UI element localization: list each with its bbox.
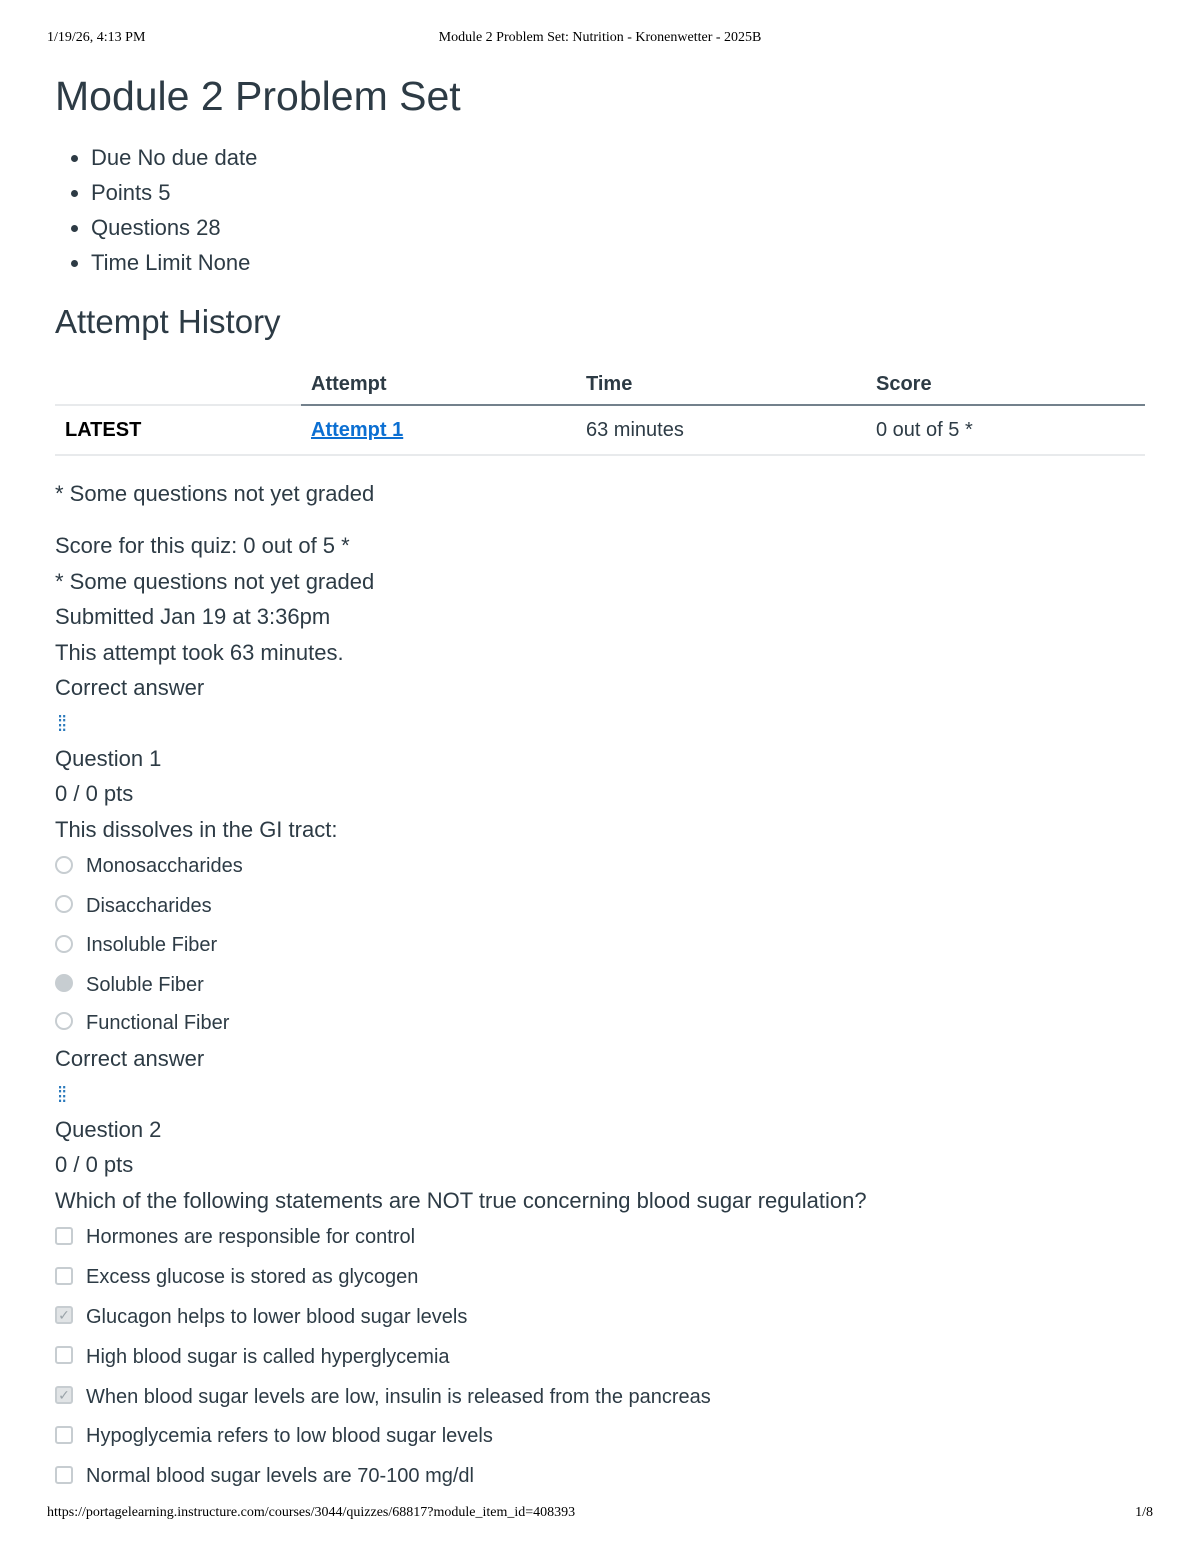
option-label: When blood sugar levels are low, insulin is released from the pancreas xyxy=(86,1385,711,1408)
option-label: Disaccharides xyxy=(86,894,212,917)
grading-footnote: * Some questions not yet graded xyxy=(55,481,375,506)
answer-option xyxy=(55,926,1145,966)
meta-questions: • Questions 28 xyxy=(91,210,1145,245)
option-label: Insoluble Fiber xyxy=(86,934,218,957)
checkmark-icon: ✓ xyxy=(58,1387,70,1404)
radio-button[interactable] xyxy=(55,1012,73,1030)
option-label: High blood sugar is called hyperglycemia xyxy=(86,1345,450,1368)
option-label: Monosaccharides xyxy=(86,855,243,878)
column-header-time: Time xyxy=(576,364,866,405)
answer-option xyxy=(55,1258,1145,1298)
submitted-at: Submitted Jan 19 at 3:36pm xyxy=(55,604,331,629)
question-points: 0 / 0 pts xyxy=(55,781,134,806)
print-datetime: 1/19/26, 4:13 PM xyxy=(47,30,146,45)
checkbox-checked[interactable] xyxy=(55,1306,73,1324)
answer-options xyxy=(55,1218,1145,1497)
print-page-title: Module 2 Problem Set: Nutrition - Kronenwetter - 2025B xyxy=(438,30,762,45)
meta-points: • Points 5 xyxy=(91,175,1145,210)
radio-button-selected[interactable] xyxy=(55,974,73,992)
radio-button[interactable] xyxy=(55,856,73,874)
question-title: Question 1 xyxy=(55,745,162,771)
quiz-score: Score for this quiz: 0 out of 5 * xyxy=(55,533,350,558)
checkmark-icon: ✓ xyxy=(58,1307,70,1324)
quiz-title: Module 2 Problem Set xyxy=(55,73,461,119)
answer-option xyxy=(55,1298,1145,1338)
attempt-history-heading: Attempt History xyxy=(55,303,281,340)
question-2 xyxy=(55,1041,1145,1497)
print-url: https://portagelearning.instructure.com/courses/3044/quizzes/68817?module_item_id=408393 xyxy=(47,1505,576,1520)
quiz-content xyxy=(55,70,1145,1497)
question-prompt: This dissolves in the GI tract: xyxy=(55,816,338,842)
table-header-row xyxy=(55,364,1145,405)
column-header-score: Score xyxy=(866,364,1145,405)
question-prompt: Which of the following statements are NOT true concerning blood sugar regulation? xyxy=(55,1187,867,1213)
option-label: Functional Fiber xyxy=(86,1011,230,1034)
option-label: Soluble Fiber xyxy=(86,973,204,996)
answer-option xyxy=(55,1377,1145,1417)
answer-options xyxy=(55,847,1145,1041)
checkbox[interactable] xyxy=(55,1426,73,1444)
meta-time-limit: • Time Limit None xyxy=(91,245,1145,280)
answer-option xyxy=(55,1337,1145,1377)
radio-button[interactable] xyxy=(55,935,73,953)
checkbox[interactable] xyxy=(55,1346,73,1364)
answer-option xyxy=(55,1417,1145,1457)
attempt-link[interactable]: Attempt 1 xyxy=(311,419,404,441)
option-label: Normal blood sugar levels are 70-100 mg/dl xyxy=(86,1465,474,1488)
attempt-cell xyxy=(301,405,576,455)
table-row xyxy=(55,405,1145,455)
question-title: Question 2 xyxy=(55,1116,162,1142)
drag-handle-icon[interactable]: ⁞⁞ xyxy=(57,710,66,736)
question-1 xyxy=(55,670,1145,1041)
score-cell: 0 out of 5 * xyxy=(866,405,1145,455)
drag-handle-icon[interactable]: ⁞⁞ xyxy=(57,1081,66,1107)
time-cell: 63 minutes xyxy=(576,405,866,455)
radio-button[interactable] xyxy=(55,895,73,913)
checkbox[interactable] xyxy=(55,1267,73,1285)
checkbox[interactable] xyxy=(55,1466,73,1484)
attempt-history-table xyxy=(55,364,1145,456)
quiz-meta-list xyxy=(55,140,1145,280)
answer-status: Correct answer xyxy=(55,1046,205,1071)
print-page-number: 1/8 xyxy=(1135,1505,1153,1520)
option-label: Hormones are responsible for control xyxy=(86,1226,416,1249)
latest-label: LATEST xyxy=(55,405,301,455)
quiz-summary xyxy=(55,528,1145,670)
answer-option xyxy=(55,887,1145,927)
option-label: Hypoglycemia refers to low blood sugar levels xyxy=(86,1425,493,1448)
checkbox-checked[interactable] xyxy=(55,1386,73,1404)
answer-option xyxy=(55,966,1145,1006)
option-label: Excess glucose is stored as glycogen xyxy=(86,1266,419,1289)
table-header-blank xyxy=(55,364,301,405)
answer-option xyxy=(55,1218,1145,1258)
meta-due: • Due No due date xyxy=(91,140,1145,175)
answer-option xyxy=(55,1457,1145,1497)
grading-note: * Some questions not yet graded xyxy=(55,568,375,594)
question-points: 0 / 0 pts xyxy=(55,1152,134,1177)
column-header-attempt: Attempt xyxy=(301,364,576,405)
answer-option xyxy=(55,847,1145,887)
answer-option xyxy=(55,1005,1145,1041)
checkbox[interactable] xyxy=(55,1227,73,1245)
option-label: Glucagon helps to lower blood sugar levels xyxy=(86,1305,468,1328)
attempt-duration: This attempt took 63 minutes. xyxy=(55,639,344,665)
answer-status: Correct answer xyxy=(55,675,205,700)
